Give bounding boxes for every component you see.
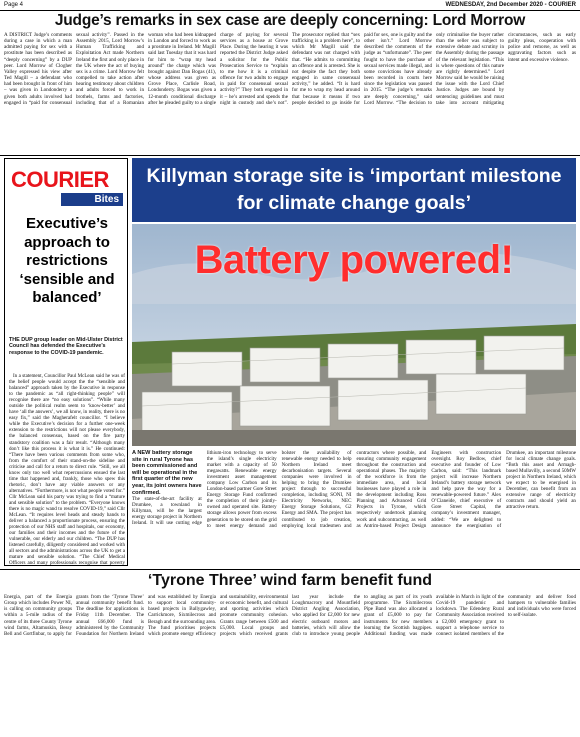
issue-date: WEDNESDAY, 2nd December 2020 - COURIER	[445, 2, 576, 8]
top-story-text: A DISTRICT Judge’s comments during a case in which a man admitted paying for sex with a prostitute has been described as “deeply concerning” by a DUP peer. Lord Morrow of Clogher Valley expressed his view after Ted Magill – a defendant who had been brought in front of him – was given in Londonderry a given both adults involved had engaged in “paid for consensual sexual activity”. Passed in the Assembly 2015, Lord Morrow’s Human Trafficking and Exploitation Act made Northern Ireland the first and only place in the UK where the act of buying sex is a crime. Lord Morrow felt compelled to take action after hearing testimony about children and adults forced to work in brothels, farms and factories, including that of a Romanian woman who had been kidnapped in London and forced to work as a prostitute in Ireland. Mr Magill said last Tuesday that it was hard for him to “wrap my head around” the charge which was brought against Dan Bogas (41), whose address was given as Grove Place, Carlisle Road, Londonderry. Bogas was given a 12-month conditional discharge after he pleaded guilty to a single charge of paying for several services as a house at Grove Place. During the hearing it was reported the District Judge asked a solicitor for the Public Prosecution Service to “explain to me how it is a criminal offence for two adults to engage in paid for consensual sexual activity?” They both engaged in it – he’s arrested and spends the night in custody and she’s not”. The prosecutor replied that “sex trafficking is a problem here”, to which Mr Magill said the defendant was not charged with that. “He admits to committing an offence and is arrested. She is not despite the fact they both engaged in same consensual activity,” he added. “It is hard for me to wrap my head around that because it means if two people decided to go inside for paid for sex, one is guilty and the other isn’t.” Lord Morrow described the comments of the judge as “unfortunate”. The peer fought to have the purchase of sexual services made illegal, and some convictions have already been recorded in courts here since the legislation was passed in 2015. “The judge’s remarks are deeply concerning,” said Lord Morrow. “The decision to only criminalise the buyer rather than the seller was subject to extensive debate and scrutiny in the Assembly during the passage of the relevant legislation. “This is where questions of this nature are rightly determined.” Lord Morrow said he would be raising the issue with the Lord Chief Justice. Judges are bound by sentencing guidelines and must take into account mitigating circumstances, such as early guilty pleas, cooperation with police and remorse, as well as aggravating factors such as intent and excessive violence.	[4, 32, 576, 106]
divider	[0, 155, 580, 156]
courier-bites-logo	[5, 159, 128, 211]
wind-headline: ‘Tyrone Three’ wind farm benefit fund	[147, 572, 433, 589]
storage-banner: Killyman storage site is ‘important milestone for climate change goals’	[132, 158, 576, 222]
top-headline: Judge’s remarks in sex case are deeply concerning: Lord Morrow	[54, 12, 526, 29]
page-number: Page 4	[4, 2, 24, 8]
logo-courier: COURIER	[11, 167, 109, 192]
divider	[0, 569, 580, 570]
bites-headline: Executive’s approach to restrictions ‘sensible and balanced’	[19, 215, 115, 306]
storage-text: The state-of-the-art facility at Drumkee, a townland in Killyman, will be the largest energy storage project in Northern Ireland. It will use cutting edge lithium-iron technology to serve the island’s single electricity market with a capacity of 50 megawatts. Renewable energy investment asset management company Low Carbon and its London-based partner Gore Street Energy Storage Fund confirmed the completion of their jointly-owned and operated site. Battery storage allows power from excess generation to be stored on the grid to meet energy demand and bolster the availability of renewable energy needed to help Northern Ireland meet decarbonisation targets. Several companies were involved in helping to bring the Drumkee project through to successful completion, including SONI, NI Electricity Networks, NEC Energy Storage Solutions, G2 Energy and SMA. The project has contributed to job creation, employing local tradesmen and contractors where possible, and ensuring community engagement throughout the construction and operational phases. The majority of the workforce is from the immediate area, and local businesses have played a role in the development including Ross Planning and Advanced Grid Projects in Tyrone, which respectively undertook planning work and subcontracting, as well as Antrim-based Project Design Engineers with construction oversight. Roy Bedlow, chief executive and founder of Low Carbon, said: “This landmark project will increase Northern Ireland’s battery storage network and help pave the way for a renewable-powered future.” Alex O’Cianeide, chief executive of Gore Street Capital, the company’s investment manager, added: “We are delighted to announce the energisation of Drumkee, an important milestone for local climate change goals. “Both this asset and Armagh-based Mullavilly, a second 50MW project in Northern Ireland, which we expect to be energised in December, can benefit from an extensive range of electricity contracts and should yield an attractive return.	[132, 450, 576, 529]
bites-text: In a statement, Councillor Paul McLean said he was of the belief people would accept the the “sensible and balanced” approach taken by the Executive in response to the pandemic as “all right-thinking people” will recognise there are “no easy solutions”. “While many outside the political realm seem to ‘know-better’ and have ‘all the answers’, we all know, in reality, there is no easy fix,” said the Magherafelt councillor. “I believe while the Executive’s decision for a further one-week extension to the restrictions will not please everybody, the balanced consensus, based on the fire party standstory coalition was a fair result. “Although many don’t like this process it is what it is.” He continued: “There have been various comments from some who, from the comfort of their stand-on-the sideline and criticise and call for a return to direct rule. “Still, we all know only too well what repercussions ensued the last time that happened and, frankly, those who spew this rhetoric, don’t have any viable answers or any alternatives. “Furthermore, is not what people voted for.” Cllr McLean said his party was trying to find a “mature and sensible solution” to the problem. “Everyone knows there is no magic wand to resolve COVID-19,” said Cllr McLean. “It requires level heads and steady hands to deliver a balanced a proportionate process, ensuring the protection of our NHS staff and hospitals, our economy, our families and their incomes and the future of the vulnerable, our elderly and our children. “The DUP has listened carefully, diligently considered and worked with all sectors and the administrations across the UK to get a mature and sensible solution. “The Chief Medical Officers and many professionals recognise that poverty	[9, 373, 125, 566]
page-header	[0, 0, 580, 11]
top-story-body	[4, 32, 576, 152]
photo-headline: Battery powered!	[194, 238, 514, 282]
bites-body	[9, 373, 125, 566]
bites-intro: THE DUP group leader on Mid-Ulster District Council has defended the Executive’s response to the COVID-19 pandemic.	[9, 337, 123, 356]
wind-story-body	[4, 594, 576, 734]
storage-lead: A NEW battery storage site in rural Tyrone has been commissioned and will be operational in the first quarter of the new year, its joint owners have confirmed.	[132, 450, 202, 496]
storage-story-body	[132, 450, 576, 564]
battery-site-photo	[132, 224, 576, 446]
logo-bites: Bites	[61, 193, 123, 206]
courier-bites-panel	[4, 158, 128, 566]
wind-text: Energia, part of the Energia Group which includes Power NI, is calling on community groups within a 5-mile radius of the centre of its three County Tyrone wind farms, Altamuskin, Bessy Bell and Gortfinbar, to apply for grants from the ‘Tyrone Three’ annual community benefit fund. The deadline for applications is Friday 11th December. The annual £66,000 fund is administered by the Community Foundation for Northern Ireland and was established by Energia to support local community-based projects in Ballygawley, Carrickmore, Sixmilecross and Beragh and the surrounding area. The fund prioritises projects which promote energy efficiency and sustainability, environmental or economic benefit, and cultural and sporting activities which promote community cohesion. Grants range between £500 and £5,000. Local groups and projects which received grants last year include the Loughmacrory and Mountfield District Angling Association, who applied for £2,000 for new electric outboard motors and batteries, which will allow the club to introduce young people to angling as part of its youth programme. The Sixmilecross Pipe Band was also allocated a grant of £5,000 to pay for instruments for new members learning the Scottish bagpipes. Additional funding was made available in March in light of the Covid-19 pandemic and lockdown. The Edendeny Rural Community Association received a £2,000 emergency grant to support a telephone service to connect isolated members of the community and deliver food hampers to vulnerable families and individuals who were forced to self-isolate.	[4, 594, 576, 637]
